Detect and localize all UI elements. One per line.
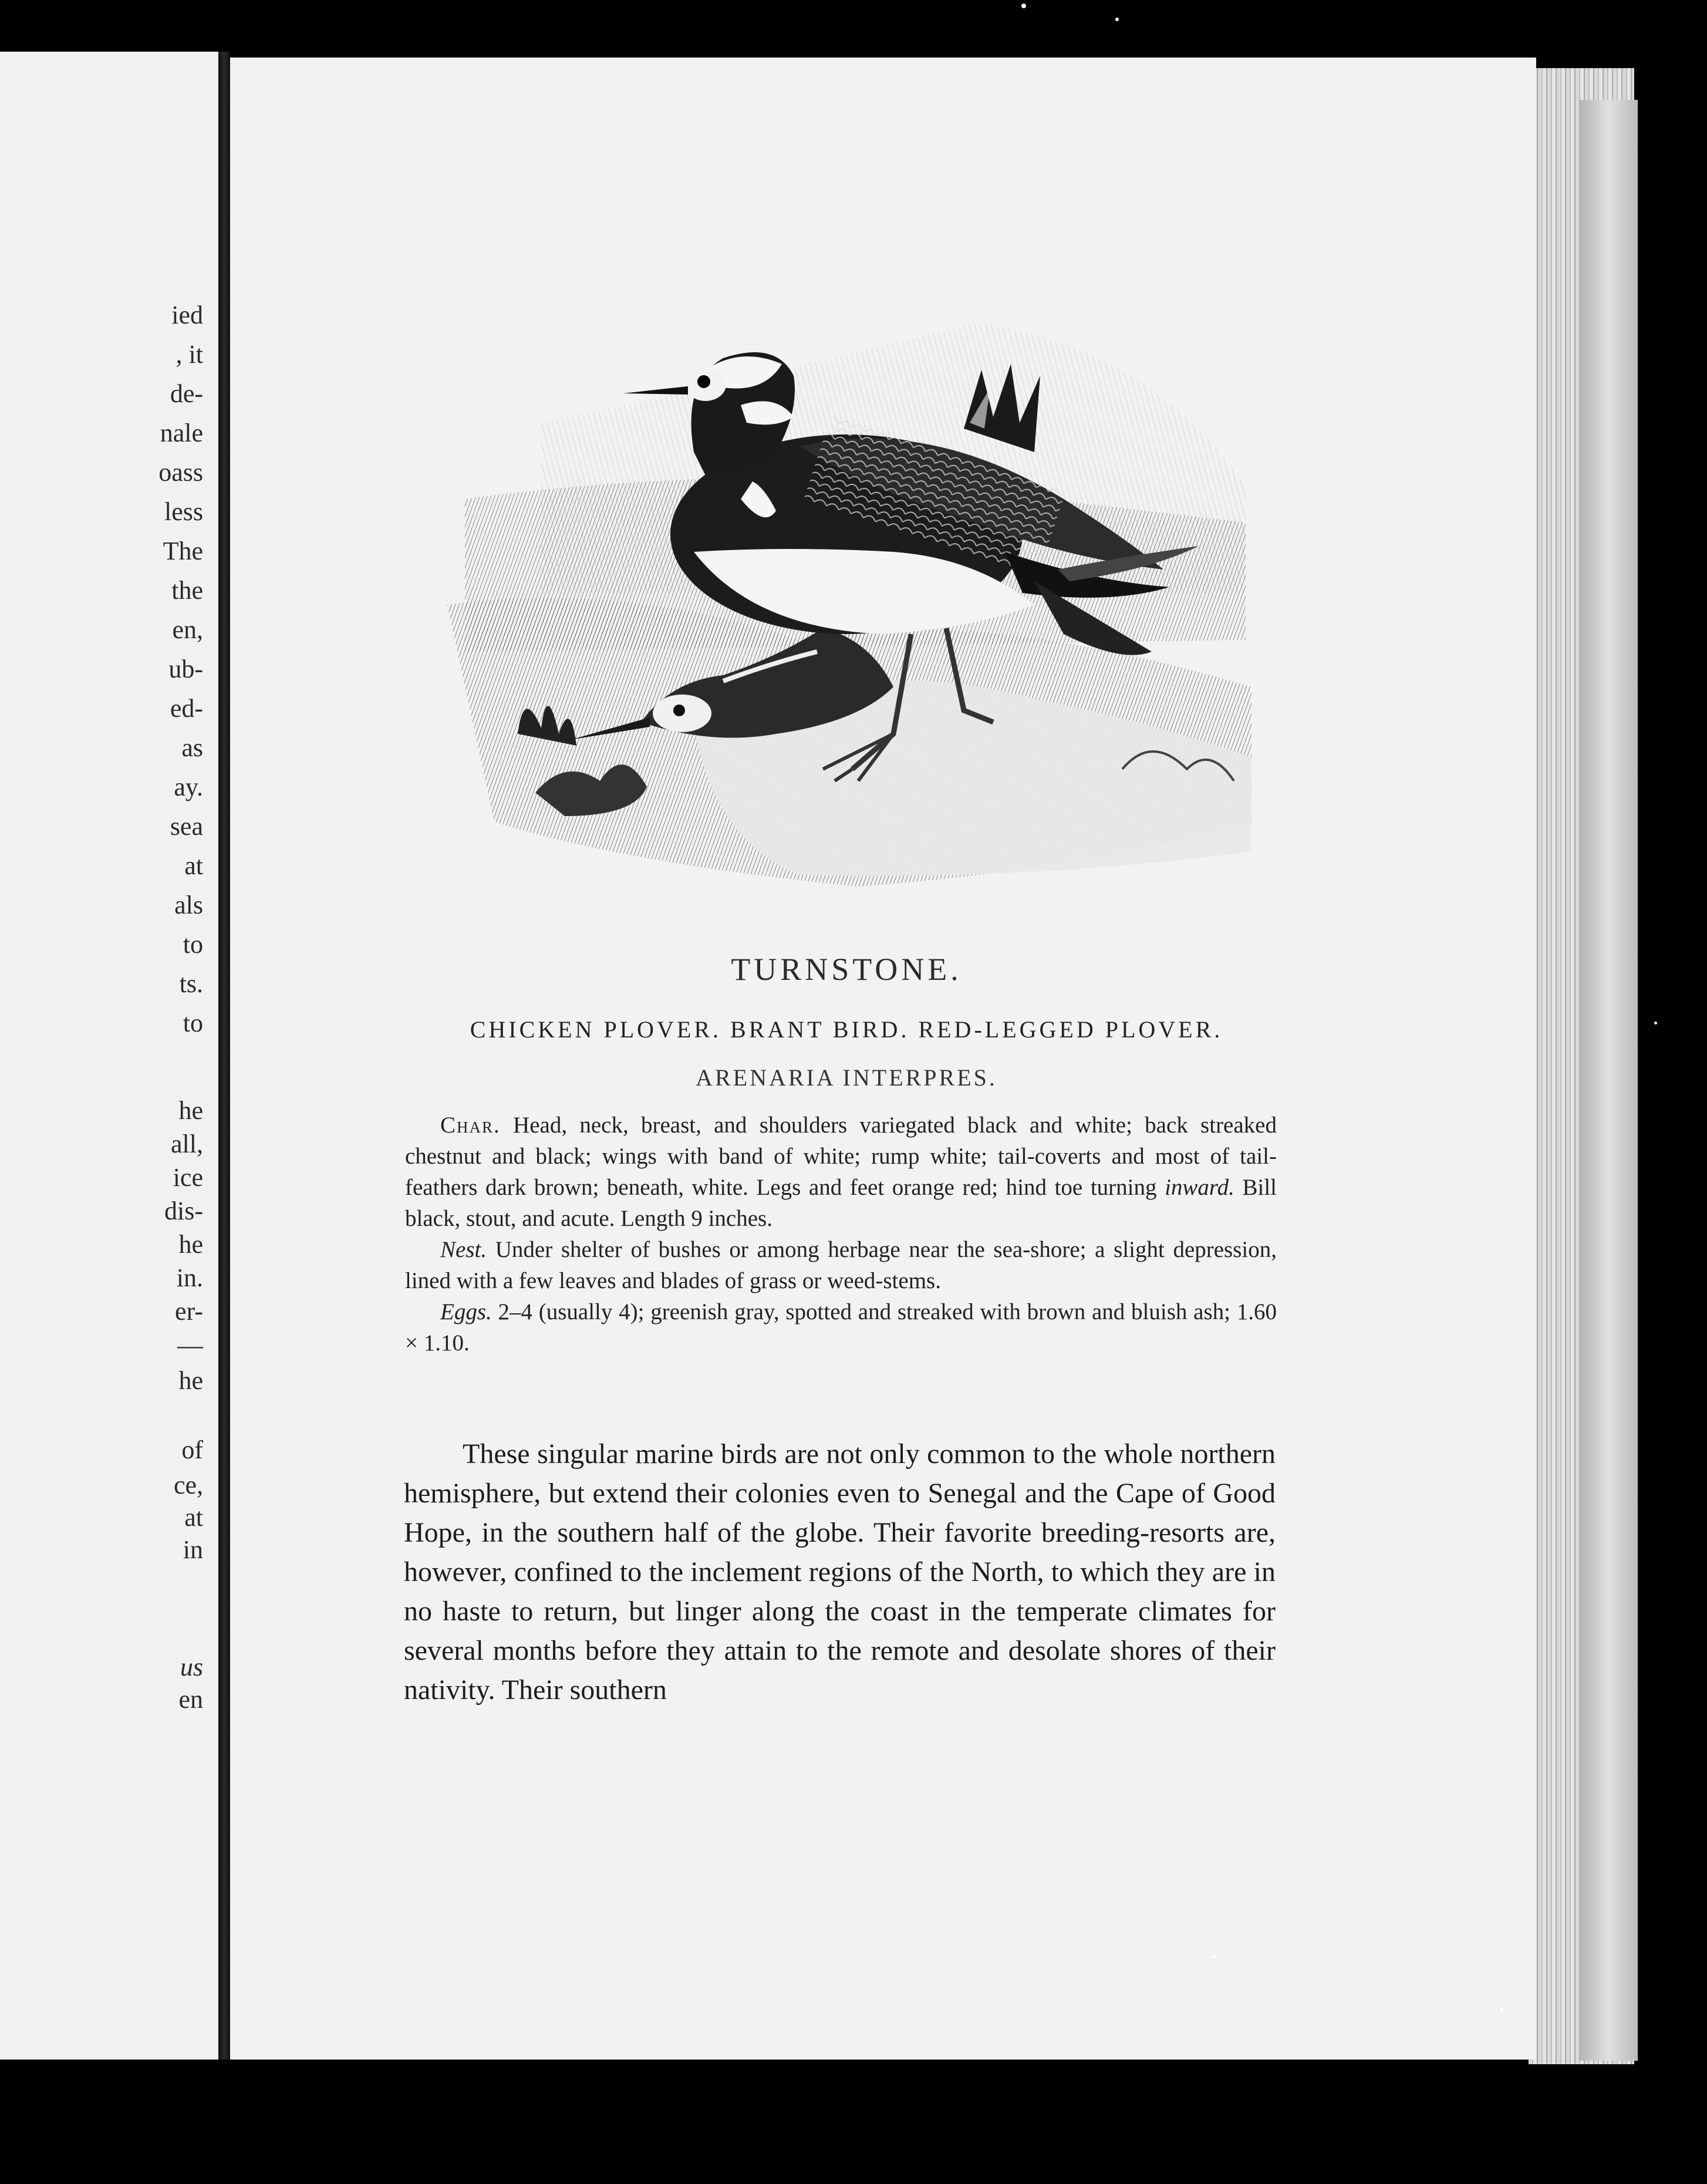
- left-page: [0, 52, 218, 2060]
- eggs-text: 2–4 (usually 4); greenish gray, spotted and streaked with brown and bluish ash; 1.60 × 1.10.: [405, 1299, 1277, 1356]
- left-page-fragment: at: [184, 851, 203, 880]
- left-page-fragment: ed-: [170, 694, 203, 723]
- left-page-fragment: in.: [176, 1263, 203, 1292]
- left-page-fragment: er-: [175, 1297, 203, 1326]
- nest-text: Under shelter of bushes or among herbage near the sea-shore; a slight depression, lined with a few leaves and blades of grass or weed-stems.: [405, 1237, 1277, 1293]
- left-page-fragment: in: [183, 1535, 203, 1564]
- left-page-fragment: to: [183, 930, 203, 959]
- book-gutter: [218, 52, 230, 2060]
- species-title: TURNSTONE.: [731, 952, 962, 987]
- scientific-name: ARENARIA INTERPRES.: [696, 1064, 997, 1091]
- left-page-fragment: less: [164, 497, 203, 526]
- left-page-fragment: as: [181, 733, 203, 762]
- left-page-fragment: all,: [171, 1130, 203, 1158]
- char-text-em: inward.: [1165, 1175, 1234, 1200]
- left-page-fragment: sea: [170, 812, 203, 841]
- left-page-fragment: oass: [158, 458, 203, 487]
- left-page-fragment: ub-: [168, 655, 203, 683]
- left-page-fragment: he: [178, 1366, 203, 1395]
- left-page-fragment: ay.: [174, 773, 203, 801]
- body-paragraph: These singular marine birds are not only common to the whole northern hemisphere, but extend their colonies even to Senegal and the Cape of Good Hope, in the southern half of the globe. Their favorite breeding-resorts are, however, confined to the inclement regions of the North, to which they are in no haste to return, but linger along the coast in the temperate climates for several months before they attain to the remote and desolate shores of their nativity. Their southern: [404, 1438, 1276, 1706]
- left-page-fragment: he: [178, 1230, 203, 1259]
- body-text: [404, 1434, 1276, 1710]
- left-page-fragment: als: [174, 891, 203, 919]
- left-page-fragment: The: [163, 537, 203, 565]
- nest-paragraph: [405, 1234, 1277, 1296]
- left-page-fragment: ce,: [173, 1471, 203, 1499]
- eggs-label: Eggs.: [440, 1299, 492, 1324]
- left-page-fragment: —: [177, 1331, 203, 1360]
- left-page-fragment: ied: [171, 301, 203, 329]
- common-names: CHICKEN PLOVER. BRANT BIRD. RED-LEGGED PLOVER.: [470, 1016, 1223, 1043]
- left-page-fragment: of: [181, 1435, 203, 1464]
- species-description: [405, 1110, 1277, 1359]
- eggs-paragraph: [405, 1296, 1277, 1359]
- left-page-fragment: de-: [170, 379, 203, 408]
- book-spine: [1579, 100, 1638, 2061]
- char-text-b: Bill black, stout, and acute. Length 9 inches.: [405, 1175, 1277, 1231]
- char-paragraph: [405, 1110, 1277, 1234]
- left-page-fragment: at: [184, 1503, 203, 1532]
- left-page-fragment: he: [178, 1096, 203, 1125]
- char-text-a: Head, neck, breast, and shoulders variegated black and white; back streaked chestnut and black; wings with band of white; rump white; tail-coverts and most of tail-feathers dark brown; beneath, white. Legs and feet orange red; hind toe turning: [405, 1113, 1277, 1200]
- left-page-fragment: en,: [172, 615, 203, 644]
- left-page-fragment: , it: [176, 340, 203, 369]
- left-page-fragment: en: [178, 1685, 203, 1714]
- left-page-fragment: to: [183, 1009, 203, 1037]
- left-page-fragment: nale: [160, 419, 203, 447]
- nest-label: Nest.: [440, 1237, 487, 1262]
- left-page-fragment: dis-: [164, 1197, 203, 1225]
- left-page-fragment: the: [171, 576, 203, 605]
- left-page-fragment: ts.: [179, 969, 203, 998]
- turnstone-illustration: [447, 276, 1257, 887]
- char-label: Char.: [440, 1113, 501, 1138]
- left-page-fragment: ice: [173, 1163, 203, 1192]
- left-page-fragment: us: [180, 1653, 203, 1681]
